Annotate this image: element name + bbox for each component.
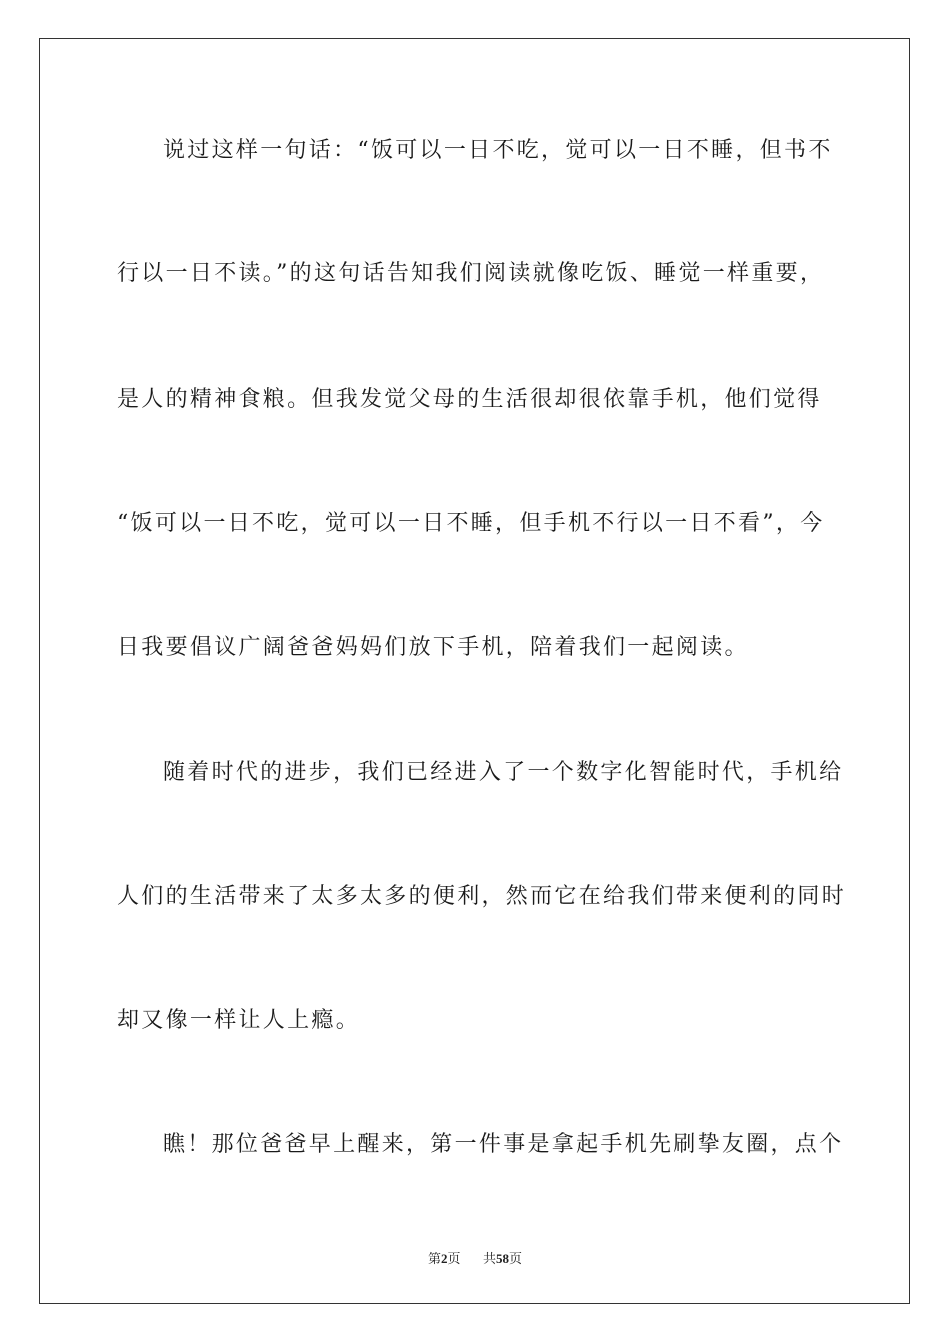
text-line-8: 却又像一样让人上瘾。 <box>117 1008 361 1033</box>
page-number: 第2页 <box>427 1251 461 1266</box>
text-line-5: 日我要倡议广阔爸爸妈妈们放下手机，陪着我们一起阅读。 <box>117 635 749 660</box>
text-line-3: 是人的精神食粮。但我发觉父母的生活很却很依靠手机，他们觉得 <box>117 387 822 412</box>
text-line-6: 随着时代的进步，我们已经进入了一个数字化智能时代，手机给 <box>163 760 844 785</box>
text-line-9: 瞧！那位爸爸早上醒来，第一件事是拿起手机先刷挚友圈，点个 <box>163 1132 844 1157</box>
text-line-2: 行以一日不读。”的这句话告知我们阅读就像吃饭、睡觉一样重要， <box>117 261 825 286</box>
text-line-7: 人们的生活带来了太多太多的便利，然而它在给我们带来便利的同时 <box>117 884 847 909</box>
page-border <box>39 38 910 1304</box>
text-line-4: “饭可以一日不吃，觉可以一日不睡，但手机不行以一日不看”，今 <box>117 511 825 536</box>
total-pages: 共58页 <box>483 1251 523 1266</box>
text-line-1: 说过这样一句话：“饭可以一日不吃，觉可以一日不睡，但书不 <box>163 138 833 163</box>
page-footer <box>0 1248 950 1267</box>
